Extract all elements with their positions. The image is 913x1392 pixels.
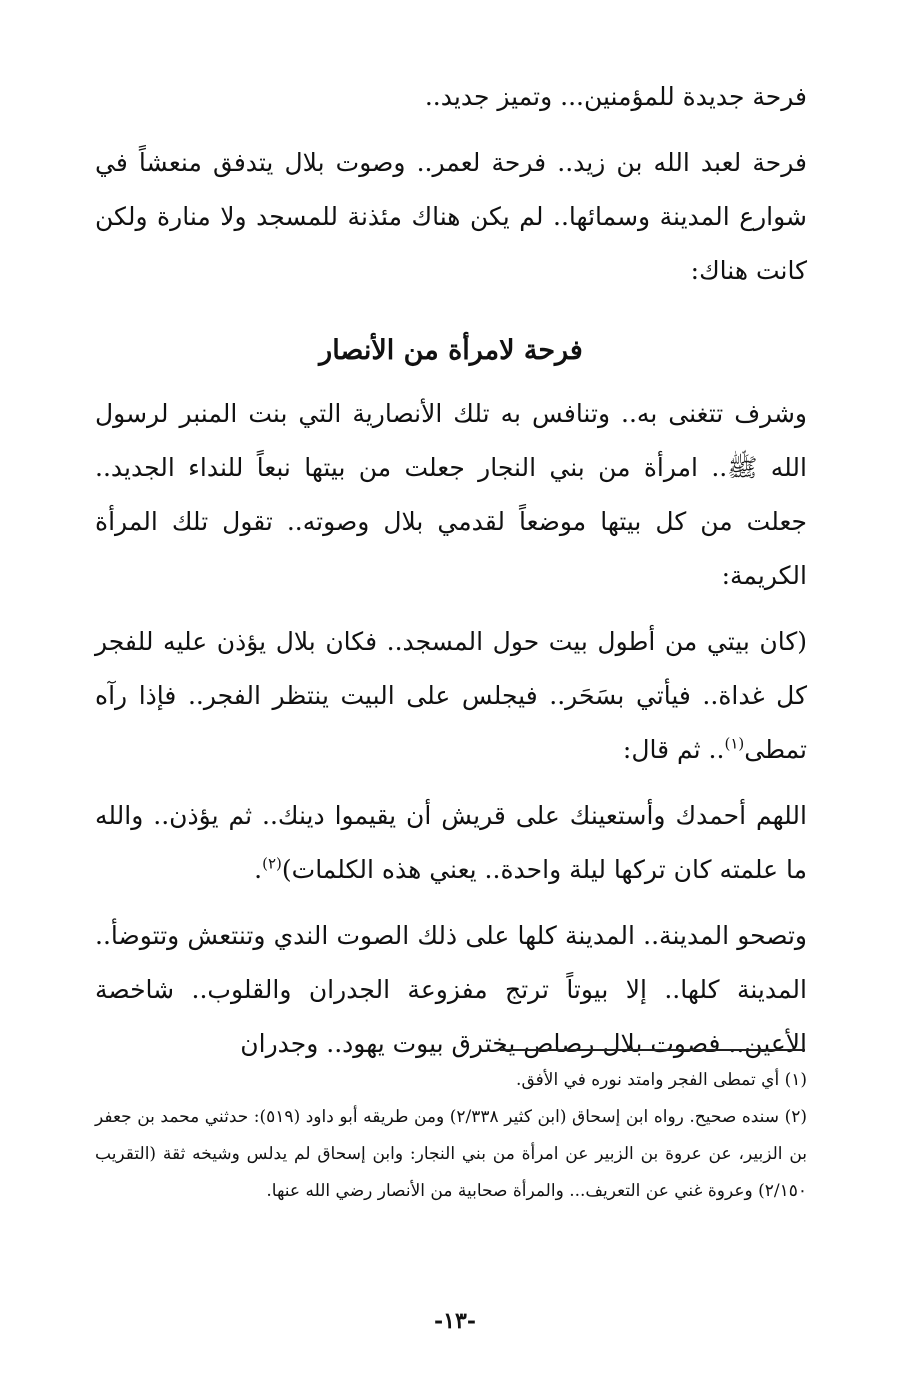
section-heading: فرحة لامرأة من الأنصار [319,335,583,366]
footnote-2: (٢) سنده صحيح. رواه ابن إسحاق (ابن كثير ٢/٣٣٨) ومن طريقه أبو داود (٥١٩): حدثني محمد بن جعفر بن الزبير، عن عروة بن الزبير عن امرأة من بني النجار: وابن إسحاق لم يدلس وشيخه ثقة (التقريب ٢/١٥٠) وعروة غني عن التعريف... والمرأة صحابية من الأنصار رضي الله عنها. [95,1107,807,1201]
quote-2-text: اللهم أحمدك وأستعينك على قريش أن يقيموا دينك.. ثم يؤذن.. والله ما علمته كان تركها ليلة واحدة.. يعني هذه الكلمات) [95,801,807,884]
footnote-1: (١) أي تمطى الفجر وامتد نوره في الأفق. [516,1070,807,1090]
quote-1-text: (كان بيتي من أطول بيت حول المسجد.. فكان بلال يؤذن عليه للفجر كل غداة.. فيأتي بسَحَر.. فيجلس على البيت ينتظر الفجر.. فإذا رآه تمطى [95,627,807,764]
intro-line-1: فرحة جديدة للمؤمنين... وتميز جديد.. [424,82,807,111]
intro-section [95,70,807,298]
quote-1-tail: .. ثم قال: [622,735,725,764]
page-number: -١٣- [434,1308,476,1334]
quote-2-tail: . [254,855,263,884]
footnote-ref-2: (٢) [262,854,282,873]
footnotes [95,1062,807,1210]
body-text [95,387,807,1071]
footnote-divider [500,1049,805,1051]
intro-paragraph: فرحة لعبد الله بن زيد.. فرحة لعمر.. وصوت بلال يتدفق منعشاً في شوارع المدينة وسمائها.. لم يكن هناك مئذنة للمسجد ولا منارة ولكن كانت هناك: [95,148,807,285]
paragraph-city: وتصحو المدينة.. المدينة كلها على ذلك الصوت الندي وتنتعش وتتوضأ.. المدينة كلها.. إلا بيوتاً ترتج مفزوعة الجدران والقلوب.. شاخصة الأعين.. فصوت بلال رصاص يخترق بيوت يهود.. وجدران [95,921,807,1058]
footnote-ref-1: (١) [724,734,745,753]
paragraph-quote-2 [95,789,807,897]
paragraph-quote-1 [95,615,807,777]
paragraph-honor: وشرف تتغنى به.. وتنافس به تلك الأنصارية التي بنت المنبر لرسول الله ﷺ.. امرأة من بني النجار جعلت من بيتها نبعاً للنداء الجديد.. جعلت من كل بيتها موضعاً لقدمي بلال وصوته.. تقول تلك المرأة الكريمة: [95,399,807,590]
